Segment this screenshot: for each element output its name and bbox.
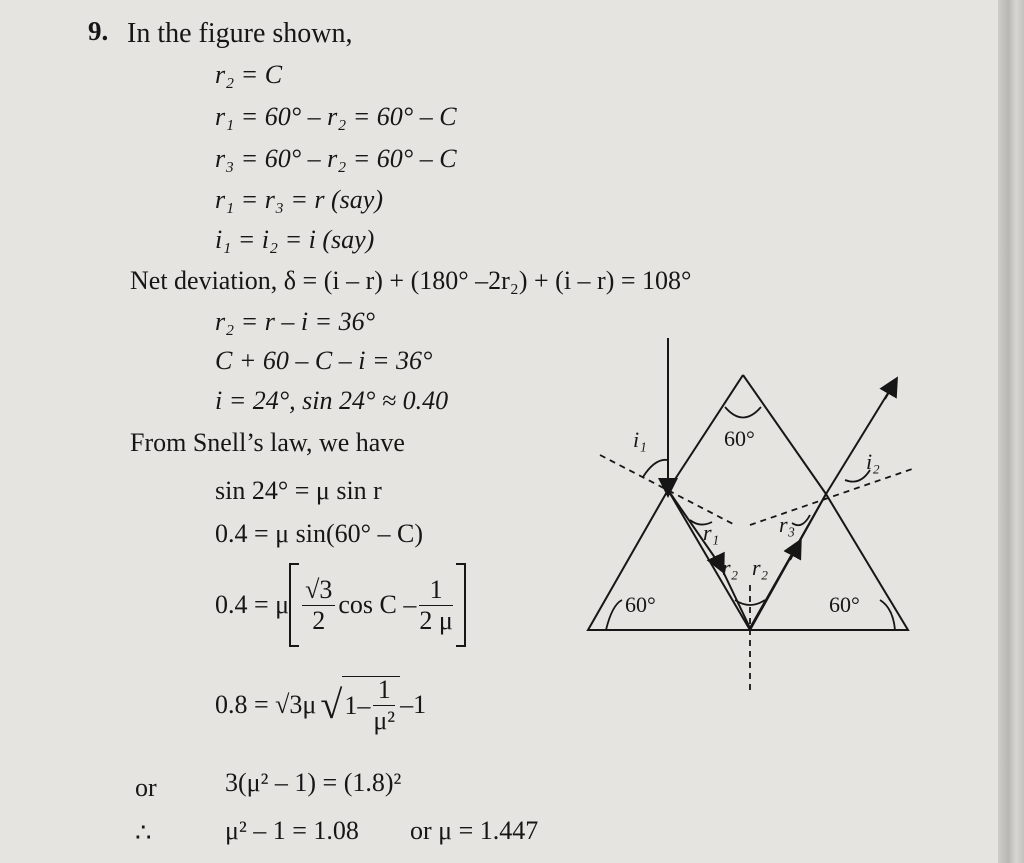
therefore-symbol: ∴ bbox=[135, 818, 152, 847]
relation-i1-i2: i₁ = i₂ = i (say) bbox=[215, 225, 375, 254]
deviation-step1: r₂ = r – i = 36° bbox=[215, 307, 375, 336]
radical-sign-icon: √ bbox=[320, 682, 343, 727]
frac-num-sqrt3: √3 bbox=[302, 577, 335, 606]
snell-eq5: 3(μ² – 1) = (1.8)² bbox=[225, 768, 402, 797]
snell-eq3-lhs: 0.4 = μ bbox=[215, 590, 290, 619]
problem-number: 9. bbox=[88, 16, 109, 46]
frac-num-1: 1 bbox=[419, 577, 452, 606]
snell-eq6: μ² – 1 = 1.08 bbox=[225, 816, 359, 845]
snell-eq1: sin 24° = μ sin r bbox=[215, 476, 382, 505]
deviation-step3: i = 24°, sin 24° ≈ 0.40 bbox=[215, 386, 449, 415]
r2-right-label: r₂ bbox=[752, 555, 769, 580]
snell-eq4-lhs: 0.8 = √3μ bbox=[215, 690, 317, 719]
emergent-arrow bbox=[885, 385, 893, 399]
r3-label: r₃ bbox=[779, 512, 796, 537]
frac-den-2mu: 2 μ bbox=[419, 605, 453, 635]
apex-angle-label: 60° bbox=[724, 426, 755, 451]
i1-label: i₁ bbox=[633, 427, 647, 452]
emergent-ray bbox=[826, 385, 893, 494]
refracted-arrow-2 bbox=[790, 547, 797, 560]
r2-left-label: r₂ bbox=[722, 555, 739, 580]
snell-eq4-one: 1– bbox=[344, 690, 371, 720]
deviation-step2: C + 60 – C – i = 36° bbox=[215, 346, 433, 375]
i1-arc bbox=[643, 460, 668, 477]
snell-eq3-cos: cos C – bbox=[338, 590, 417, 619]
left-base-arc bbox=[606, 600, 622, 630]
apex-arc bbox=[725, 407, 761, 418]
relation-r2: r₂ = C bbox=[215, 60, 283, 89]
frac-den-2: 2 bbox=[312, 605, 326, 635]
frac-num-1b: 1 bbox=[373, 677, 395, 706]
problem-intro: In the figure shown, bbox=[127, 18, 353, 49]
relation-r1: r₁ = 60° – r₂ = 60° – C bbox=[215, 102, 457, 131]
top-prism-right-edge bbox=[743, 375, 826, 494]
snell-eq2: 0.4 = μ sin(60° – C) bbox=[215, 519, 423, 548]
or-word: or bbox=[135, 773, 157, 802]
snell-heading: From Snell’s law, we have bbox=[130, 428, 405, 457]
normal-right bbox=[750, 468, 915, 525]
relation-r1-r3: r₁ = r₃ = r (say) bbox=[215, 185, 383, 214]
snell-eq4-tail: –1 bbox=[400, 690, 427, 719]
right-angle-label: 60° bbox=[829, 592, 860, 617]
net-deviation: Net deviation, δ = (i – r) + (180° –2r₂) + (i – r) = 108° bbox=[130, 266, 692, 295]
r1-label: r₁ bbox=[703, 520, 720, 545]
i2-label: i₂ bbox=[866, 449, 880, 474]
relation-r3: r₃ = 60° – r₂ = 60° – C bbox=[215, 144, 457, 173]
frac-den-mu2: μ² bbox=[373, 706, 396, 735]
left-angle-label: 60° bbox=[625, 592, 656, 617]
snell-eq6-or: or μ = 1.447 bbox=[410, 816, 539, 845]
